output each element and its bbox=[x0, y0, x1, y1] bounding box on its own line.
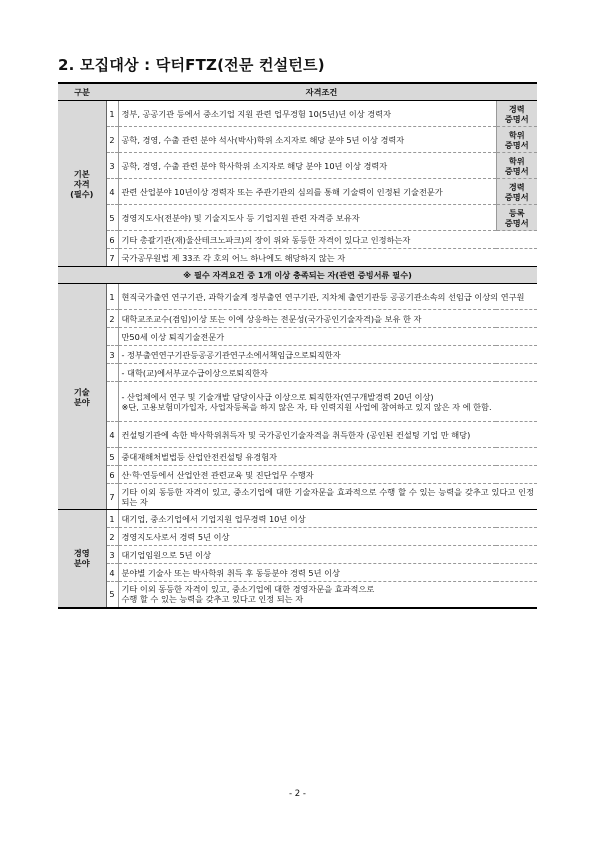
row-text: 대기업, 중소기업에서 기업지원 업무경력 10년 이상 bbox=[118, 510, 537, 528]
row-text: 기타 총괄기관(재)울산테크노파크)의 장이 위와 동등한 자격이 있다고 인정하는자 bbox=[118, 231, 537, 249]
row-number bbox=[106, 364, 118, 382]
row-text: 만50세 이상 퇴직기술전문가 bbox=[118, 328, 537, 346]
row-number: 7 bbox=[106, 484, 118, 510]
row-number: 1 bbox=[106, 284, 118, 310]
category-mgmt: 경영 분야 bbox=[58, 510, 106, 608]
row-number bbox=[106, 328, 118, 346]
row-number: 4 bbox=[106, 179, 118, 205]
row-text: - 대학(교)에서부교수급이상으로퇴직한자 bbox=[118, 364, 537, 382]
table-row bbox=[58, 284, 537, 310]
certificate-badge: 학위 증명서 bbox=[496, 127, 537, 153]
table-row bbox=[58, 382, 537, 422]
header-category: 구분 bbox=[58, 83, 106, 101]
certificate-badge: 학위 증명서 bbox=[496, 153, 537, 179]
row-number: 5 bbox=[106, 205, 118, 231]
row-number: 6 bbox=[106, 231, 118, 249]
table-row bbox=[58, 422, 537, 448]
row-number: 4 bbox=[106, 564, 118, 582]
table-row bbox=[58, 448, 537, 466]
row-text: 현직국가출연 연구기관, 과학기술계 정부출연 연구기관, 지차체 출연기관등 공공기관소속의 선임급 이상의 연구원 bbox=[118, 284, 537, 310]
notice-text: ※ 필수 자격요건 중 1개 이상 충족되는 자(관련 증빙서류 필수) bbox=[58, 267, 537, 284]
table-row bbox=[58, 127, 537, 153]
category-tech: 기술 분야 bbox=[58, 284, 106, 510]
row-text: 컨설팅기관에 속한 박사학위취득자 및 국가공인기술자격을 취득한자 (공인된 컨설팅 기업 만 해당) bbox=[118, 422, 537, 448]
row-number: 4 bbox=[106, 422, 118, 448]
table-row bbox=[58, 179, 537, 205]
row-number: 1 bbox=[106, 101, 118, 127]
row-text: 경영지도사(전분야) 및 기술지도사 등 기업지원 관련 자격증 보유자 bbox=[118, 205, 496, 231]
row-number: 1 bbox=[106, 510, 118, 528]
table-row bbox=[58, 153, 537, 179]
table-row bbox=[58, 510, 537, 528]
row-number: 2 bbox=[106, 310, 118, 328]
table-row bbox=[58, 466, 537, 484]
category-basic: 기본 자격 (필수) bbox=[58, 101, 106, 267]
row-text: 산·학·연등에서 산업안전 관련교육 및 진단업무 수행자 bbox=[118, 466, 537, 484]
row-text: 관련 산업분야 10년이상 경력자 또는 주관기관의 심의를 통해 기술력이 인정된 기술전문가 bbox=[118, 179, 496, 205]
row-text: 분야별 기술사 또는 박사학위 취득 후 동등분야 경력 5년 이상 bbox=[118, 564, 537, 582]
table-row bbox=[58, 101, 537, 127]
row-number: 2 bbox=[106, 127, 118, 153]
table-row bbox=[58, 249, 537, 267]
table-row bbox=[58, 231, 537, 249]
table-row bbox=[58, 346, 537, 364]
row-text: - 정부출연연구기관등공공기관연구소에서책임급으로퇴직한자 bbox=[118, 346, 537, 364]
row-number: 6 bbox=[106, 466, 118, 484]
row-text: 기타 이외 동등한 자격이 있고, 중소기업에 대한 경영자문을 효과적으로 수행 할 수 있는 능력을 갖추고 있다고 인정 되는 자 bbox=[121, 584, 375, 605]
table-row bbox=[58, 364, 537, 382]
row-number: 3 bbox=[106, 153, 118, 179]
table-row bbox=[58, 564, 537, 582]
header-conditions: 자격조건 bbox=[106, 83, 537, 101]
row-number: 5 bbox=[106, 582, 118, 608]
section-title: 2. 모집대상 : 닥터FTZ(전문 컨설턴트) bbox=[58, 56, 325, 74]
row-text: 공학, 경영, 수출 관련 분야 석사(박사)학위 소지자로 해당 분야 5년 이상 경력자 bbox=[118, 127, 496, 153]
row-text: 중대재해처벌법등 산업안전컨설팅 유경험자 bbox=[118, 448, 537, 466]
table-header bbox=[58, 83, 537, 101]
table-row bbox=[58, 546, 537, 564]
row-number: 5 bbox=[106, 448, 118, 466]
notice-row bbox=[58, 267, 537, 284]
qualification-table bbox=[58, 82, 537, 609]
certificate-badge: 등록 증명서 bbox=[496, 205, 537, 231]
row-text: 국가공무원법 제 33조 각 호의 어느 하나에도 해당하지 않는 자 bbox=[118, 249, 537, 267]
certificate-badge: 경력 증명서 bbox=[496, 179, 537, 205]
row-text: 기타 이외 동등한 자격이 있고, 중소기업에 대한 기술자문을 효과적으로 수행 할 수 있는 능력을 갖추고 있다고 인정되는 자 bbox=[118, 484, 537, 510]
row-text: 대학교조교수(겸임)이상 또는 이에 상응하는 전문성(국가공인기술자격)을 보유 한 자 bbox=[118, 310, 537, 328]
row-text: - 산업체에서 연구 및 기술개발 담당이사급 이상으로 퇴직한자(연구개발경력 20년 이상) ※단, 고용보험미가입자, 사업자등록을 하지 않은 자, 타 인력지원 사업에 참여하고 있지 않은 자 에 한함. bbox=[118, 382, 537, 422]
table-row bbox=[58, 310, 537, 328]
row-number: 2 bbox=[106, 528, 118, 546]
row-number: 7 bbox=[106, 249, 118, 267]
row-text: 대기업임원으로 5년 이상 bbox=[118, 546, 537, 564]
row-text: 공학, 경영, 수출 관련 분야 학사학위 소지자로 해당 분야 10년 이상 경력자 bbox=[118, 153, 496, 179]
row-number: 3 bbox=[106, 546, 118, 564]
row-number bbox=[106, 382, 118, 422]
row-text: 경영지도사로서 경력 5년 이상 bbox=[118, 528, 537, 546]
table-row bbox=[58, 528, 537, 546]
table-row bbox=[58, 205, 537, 231]
page-number: - 2 - bbox=[289, 789, 306, 799]
table-row bbox=[58, 582, 537, 608]
row-text: 정부, 공공기관 등에서 중소기업 지원 관련 업무경험 10(5년)년 이상 경력자 bbox=[118, 101, 496, 127]
row-number: 3 bbox=[106, 346, 118, 364]
table-row bbox=[58, 328, 537, 346]
table-row bbox=[58, 484, 537, 510]
certificate-badge: 경력 증명서 bbox=[496, 101, 537, 127]
